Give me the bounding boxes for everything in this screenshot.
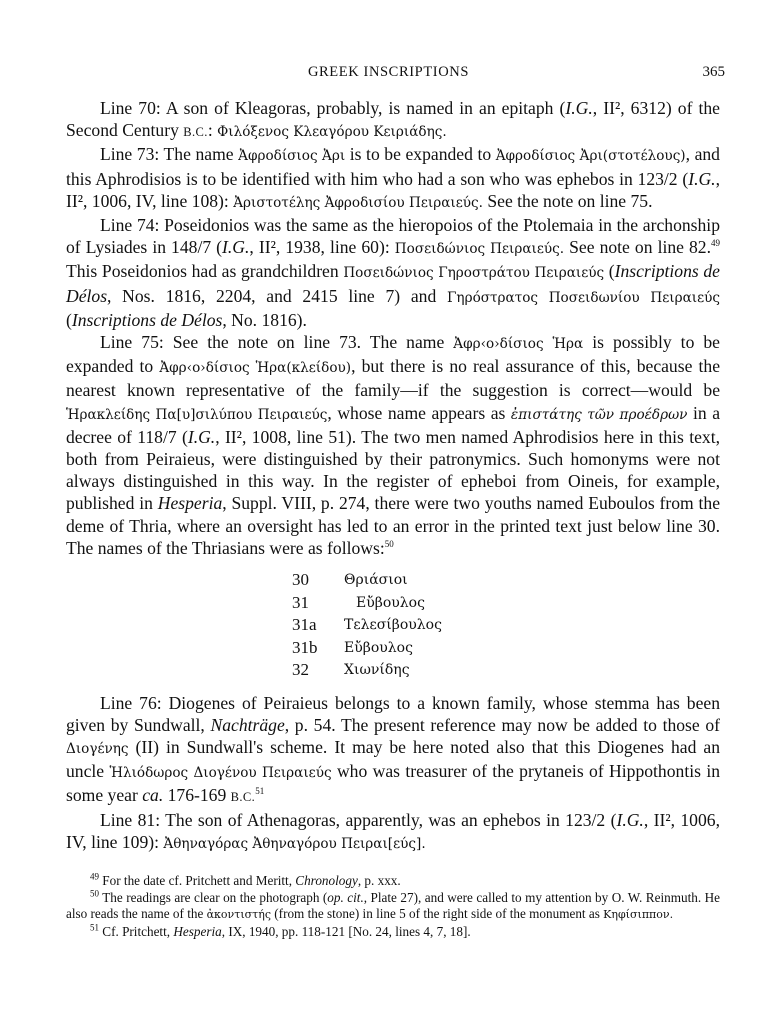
note-line-74: Line 74: Poseidonios was the same as the hieropoios of the Ptolemaia in the archonship of Lysiades in 148/7 (I.G., II², 1938, line 60): Ποσειδώνιος Πειραιεύς. See note on line 82.49 This Poseidonios had as grandchildren Ποσειδώνιος Γηροστράτου Πειραιεύς (Inscriptions de Délos, Nos. 1816, 2204, and 2415 line 7) and Γηρόστρατος Ποσειδωνίου Πειραιεύς (Inscriptions de Délos, No. 1816). [66,215,720,330]
note-line-76: Line 76: Diogenes of Peiraieus belongs to a known family, whose stemma has been given by Sundwall, Nachträge, p. 54. The present reference may now be added to those of Διογένης (II) in Sundwall's scheme. It may be here noted also that this Diogenes had an uncle Ἡλιόδωρος Διογένου Πειραιεύς who was treasurer of the prytaneis of Hippothontis in some year ca. 176-169 B.C.$^{51}$ [66,692,721,806]
thriasians-roster [292,569,720,682]
main-text [66,97,720,855]
roster-row: 31b Εὔβουλος [292,637,413,657]
footnote-ref-49: 49 [711,238,720,249]
running-title: GREEK INSCRIPTIONS [307,64,470,80]
footnote-50: $^{50}$ The readings are clear on the photograph (op. cit., Plate 27), and were called to my attention by O. W. Reinmuth. He also reads the name of the ἀκοντιστής (from the stone) in line 5 of the right side of the monument as Κηφίσιππον. [66,888,720,922]
note-line-70: Line 70: A son of Kleagoras, probably, is named in an epitaph (I.G., II², 6312) of the Second Century B.C.: Φιλόξενος Κλεαγόρου Κειριάδης. [66,98,720,141]
footnote-49: $^{49}$ For the date cf. Pritchett and Meritt, Chronology, p. xxx. [90,871,401,888]
roster-row: 32 Χιωνίδης [292,660,410,680]
note-line-81: Line 81: The son of Athenagoras, apparently, was an ephebos in 123/2 (I.G., II², 1006, IV, line 109): Ἀθηναγόρας Ἀθηναγόρου Πειραι[εύς]. [66,809,720,852]
roster-row: 30 Θριάσιοι [292,570,408,590]
roster-row: 31a Τελεσίβουλος [292,615,442,635]
note-line-75: Line 75: See the note on line 73. The name Ἀφρ‹ο›δίσιος Ἡρα is possibly to be expanded to Ἀφρ‹ο›δίσιος Ἡρα(κλείδου), but there is no real assurance of this, because the nearest known representative of the family—if the suggestion is correct—would be Ἡρακλείδης Πα[υ]σιλύπου Πειραιεύς, whose name appears as ἐπιστάτης τῶν προέδρων in a decree of 118/7 (I.G., II², 1008, line 51). The two men named Aphrodisios here in this text, both from Peiraieus, were distinguished by their patronymics. Such homonyms were not always distinguished in this way. In the register of epheboi from Oineis, for example, published in Hesperia, Suppl. VIII, p. 274, there were two youths named Euboulos from the deme of Thria, where an oversight has led to an error in the printed text just below line 30. The names of the Thriasians were as follows:$^{50}$ [66,332,721,558]
footnote-ref-51: 51 [255,786,265,797]
footnote-ref-50: 50 [384,539,394,549]
page-number: 365 [702,64,725,80]
running-header [0,64,777,86]
note-line-73: Line 73: The name Ἀφροδίσιος Ἀρι is to be expanded to Ἀφροδίσιος Ἀρι(στοτέλους), and this Aphrodisios is to be identified with him who had a son who was ephebos in 123/2 (I.G., II², 1006, IV, line 108): Ἀριστοτέλης Ἀφροδισίου Πειραιεύς. See the note on line 75. [66,144,720,211]
roster-row: 31 Εὔβουλος [292,592,425,612]
footnotes [66,873,720,940]
footnote-51: $^{51}$ Cf. Pritchett, Hesperia, IX, 1940, pp. 118-121 [No. 24, lines 4, 7, 18]. [90,922,471,939]
